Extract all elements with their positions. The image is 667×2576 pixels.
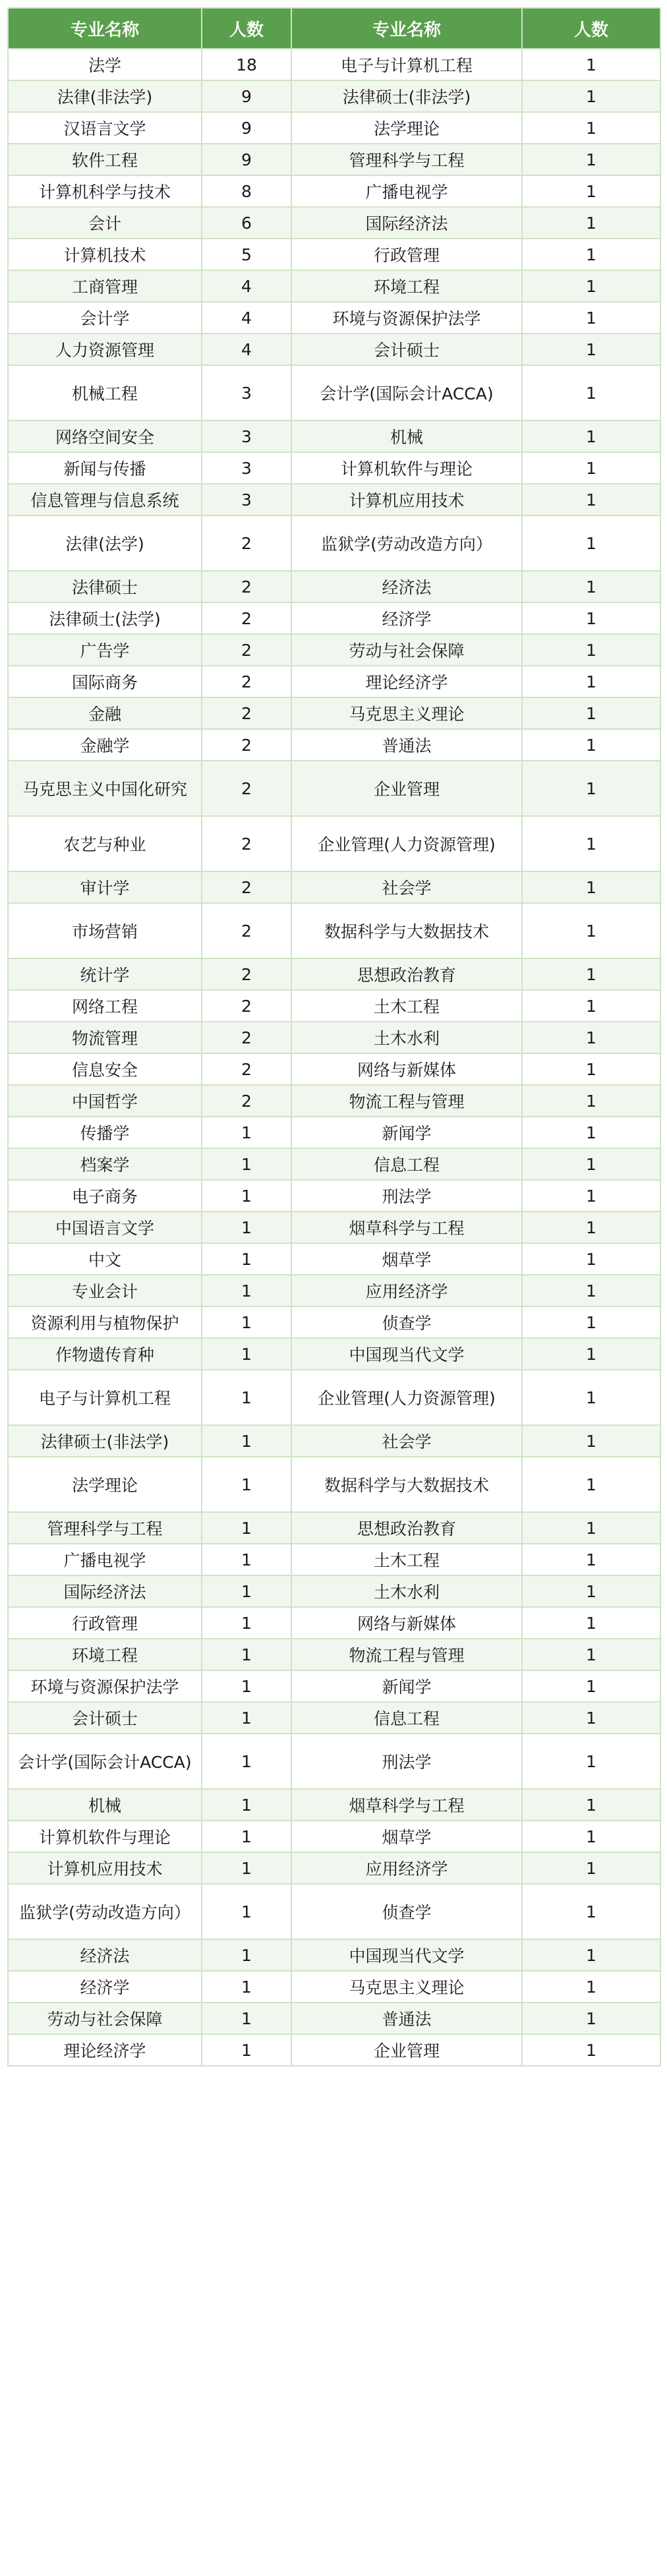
- major-name-left: 中文: [8, 1243, 202, 1275]
- count-left: 1: [202, 1212, 291, 1243]
- count-left: 2: [202, 958, 291, 990]
- table-row: [8, 1607, 660, 1639]
- count-right: 1: [522, 571, 660, 602]
- count-right: 1: [522, 1575, 660, 1607]
- count-right: 1: [522, 1821, 660, 1852]
- table-row: [8, 1457, 660, 1512]
- major-name-left: 广告学: [8, 634, 202, 666]
- count-left: 1: [202, 1117, 291, 1148]
- major-name-left: 会计学(国际会计ACCA): [8, 1734, 202, 1789]
- count-left: 3: [202, 484, 291, 515]
- count-left: 1: [202, 1607, 291, 1639]
- major-name-right: 中国现当代文学: [291, 1939, 522, 1971]
- count-left: 2: [202, 634, 291, 666]
- count-left: 3: [202, 365, 291, 421]
- count-left: 1: [202, 1243, 291, 1275]
- table-row: [8, 1939, 660, 1971]
- count-left: 1: [202, 1971, 291, 2003]
- major-name-left: 农艺与种业: [8, 816, 202, 871]
- table-row: [8, 903, 660, 958]
- major-name-left: 新闻与传播: [8, 452, 202, 484]
- table-row: [8, 2034, 660, 2066]
- major-name-left: 法律(非法学): [8, 80, 202, 112]
- major-name-left: 金融: [8, 697, 202, 729]
- count-right: 1: [522, 49, 660, 80]
- table-row: [8, 1639, 660, 1670]
- major-name-right: 土木工程: [291, 990, 522, 1022]
- table-row: [8, 1425, 660, 1457]
- count-right: 1: [522, 816, 660, 871]
- major-name-left: 网络空间安全: [8, 421, 202, 452]
- major-name-left: 经济学: [8, 1971, 202, 2003]
- major-name-right: 新闻学: [291, 1117, 522, 1148]
- count-right: 1: [522, 1338, 660, 1370]
- major-name-right: 数据科学与大数据技术: [291, 1457, 522, 1512]
- count-right: 1: [522, 1852, 660, 1884]
- count-right: 1: [522, 2003, 660, 2034]
- count-left: 2: [202, 903, 291, 958]
- count-right: 1: [522, 903, 660, 958]
- count-left: 2: [202, 816, 291, 871]
- major-name-left: 经济法: [8, 1939, 202, 1971]
- count-left: 4: [202, 270, 291, 302]
- major-name-left: 传播学: [8, 1117, 202, 1148]
- table-row: [8, 207, 660, 239]
- table-row: [8, 1575, 660, 1607]
- table-row: [8, 1884, 660, 1939]
- major-name-right: 法律硕士(非法学): [291, 80, 522, 112]
- count-left: 18: [202, 49, 291, 80]
- major-name-right: 应用经济学: [291, 1852, 522, 1884]
- major-name-left: 法学: [8, 49, 202, 80]
- count-left: 2: [202, 515, 291, 571]
- major-name-left: 马克思主义中国化研究: [8, 761, 202, 816]
- major-name-left: 中国语言文学: [8, 1212, 202, 1243]
- count-right: 1: [522, 2034, 660, 2066]
- major-name-right: 计算机应用技术: [291, 484, 522, 515]
- count-left: 1: [202, 1702, 291, 1734]
- count-left: 3: [202, 452, 291, 484]
- table-row: [8, 80, 660, 112]
- major-name-right: 会计学(国际会计ACCA): [291, 365, 522, 421]
- major-name-right: 机械: [291, 421, 522, 452]
- major-name-left: 资源利用与植物保护: [8, 1306, 202, 1338]
- count-right: 1: [522, 1884, 660, 1939]
- count-right: 1: [522, 1939, 660, 1971]
- table-row: [8, 270, 660, 302]
- major-name-right: 烟草学: [291, 1243, 522, 1275]
- count-right: 1: [522, 1971, 660, 2003]
- table-row: [8, 302, 660, 334]
- major-name-right: 应用经济学: [291, 1275, 522, 1306]
- major-name-right: 环境工程: [291, 270, 522, 302]
- major-name-right: 烟草科学与工程: [291, 1212, 522, 1243]
- table-row: [8, 1971, 660, 2003]
- count-left: 4: [202, 302, 291, 334]
- major-name-right: 土木水利: [291, 1575, 522, 1607]
- major-name-left: 中国哲学: [8, 1085, 202, 1117]
- major-name-right: 马克思主义理论: [291, 697, 522, 729]
- major-name-right: 经济学: [291, 602, 522, 634]
- table-row: [8, 144, 660, 175]
- major-name-right: 思想政治教育: [291, 958, 522, 990]
- major-name-right: 社会学: [291, 871, 522, 903]
- major-name-right: 社会学: [291, 1425, 522, 1457]
- count-left: 1: [202, 1370, 291, 1425]
- count-right: 1: [522, 175, 660, 207]
- major-name-left: 作物遗传育种: [8, 1338, 202, 1370]
- count-right: 1: [522, 1425, 660, 1457]
- count-right: 1: [522, 729, 660, 761]
- count-right: 1: [522, 1702, 660, 1734]
- count-left: 1: [202, 1180, 291, 1212]
- header-count-right: 人数: [522, 8, 660, 49]
- major-name-left: 计算机科学与技术: [8, 175, 202, 207]
- major-name-left: 理论经济学: [8, 2034, 202, 2066]
- major-name-left: 电子商务: [8, 1180, 202, 1212]
- table-row: [8, 1148, 660, 1180]
- major-name-right: 侦查学: [291, 1884, 522, 1939]
- major-name-right: 管理科学与工程: [291, 144, 522, 175]
- count-right: 1: [522, 602, 660, 634]
- count-left: 1: [202, 1670, 291, 1702]
- table-row: [8, 484, 660, 515]
- table-row: [8, 1338, 660, 1370]
- count-right: 1: [522, 1053, 660, 1085]
- major-name-left: 劳动与社会保障: [8, 2003, 202, 2034]
- major-name-right: 烟草科学与工程: [291, 1789, 522, 1821]
- major-name-right: 企业管理: [291, 2034, 522, 2066]
- count-left: 2: [202, 602, 291, 634]
- count-right: 1: [522, 871, 660, 903]
- count-left: 1: [202, 1544, 291, 1575]
- count-right: 1: [522, 761, 660, 816]
- count-right: 1: [522, 1734, 660, 1789]
- major-name-right: 企业管理(人力资源管理): [291, 816, 522, 871]
- major-name-left: 信息管理与信息系统: [8, 484, 202, 515]
- major-name-left: 法律硕士(非法学): [8, 1425, 202, 1457]
- major-name-right: 刑法学: [291, 1180, 522, 1212]
- count-right: 1: [522, 1789, 660, 1821]
- major-name-left: 审计学: [8, 871, 202, 903]
- table-row: [8, 1789, 660, 1821]
- count-left: 1: [202, 1821, 291, 1852]
- major-name-right: 物流工程与管理: [291, 1639, 522, 1670]
- major-name-left: 行政管理: [8, 1607, 202, 1639]
- count-right: 1: [522, 1212, 660, 1243]
- count-left: 1: [202, 1575, 291, 1607]
- table-row: [8, 1544, 660, 1575]
- major-name-right: 法学理论: [291, 112, 522, 144]
- count-right: 1: [522, 80, 660, 112]
- table-row: [8, 452, 660, 484]
- count-left: 1: [202, 1306, 291, 1338]
- count-right: 1: [522, 515, 660, 571]
- table-row: [8, 239, 660, 270]
- count-right: 1: [522, 207, 660, 239]
- table-row: [8, 1243, 660, 1275]
- major-name-left: 金融学: [8, 729, 202, 761]
- count-right: 1: [522, 239, 660, 270]
- count-left: 1: [202, 1457, 291, 1512]
- count-right: 1: [522, 1306, 660, 1338]
- table-row: [8, 1117, 660, 1148]
- count-left: 6: [202, 207, 291, 239]
- count-left: 1: [202, 1148, 291, 1180]
- count-left: 1: [202, 1512, 291, 1544]
- table-row: [8, 1670, 660, 1702]
- major-name-left: 网络工程: [8, 990, 202, 1022]
- count-left: 1: [202, 1639, 291, 1670]
- table-row: [8, 634, 660, 666]
- count-right: 1: [522, 1180, 660, 1212]
- count-left: 1: [202, 2003, 291, 2034]
- count-left: 1: [202, 1425, 291, 1457]
- table-row: [8, 602, 660, 634]
- count-left: 1: [202, 2034, 291, 2066]
- count-right: 1: [522, 1117, 660, 1148]
- count-left: 2: [202, 990, 291, 1022]
- table-row: [8, 334, 660, 365]
- table-row: [8, 958, 660, 990]
- major-name-left: 法律(法学): [8, 515, 202, 571]
- major-name-right: 电子与计算机工程: [291, 49, 522, 80]
- count-right: 1: [522, 1275, 660, 1306]
- table-row: [8, 1180, 660, 1212]
- count-left: 1: [202, 1852, 291, 1884]
- major-name-left: 专业会计: [8, 1275, 202, 1306]
- table-row: [8, 421, 660, 452]
- header-major-name-left: 专业名称: [8, 8, 202, 49]
- table-row: [8, 1022, 660, 1053]
- count-left: 2: [202, 1053, 291, 1085]
- major-name-right: 信息工程: [291, 1702, 522, 1734]
- count-right: 1: [522, 1544, 660, 1575]
- major-count-table-wrapper: [7, 7, 660, 2066]
- major-name-right: 计算机软件与理论: [291, 452, 522, 484]
- count-right: 1: [522, 634, 660, 666]
- table-row: [8, 515, 660, 571]
- table-row: [8, 666, 660, 697]
- count-right: 1: [522, 452, 660, 484]
- major-name-left: 机械: [8, 1789, 202, 1821]
- major-name-right: 侦查学: [291, 1306, 522, 1338]
- major-name-left: 环境与资源保护法学: [8, 1670, 202, 1702]
- major-name-right: 经济法: [291, 571, 522, 602]
- count-left: 1: [202, 1939, 291, 1971]
- table-row: [8, 1275, 660, 1306]
- table-row: [8, 871, 660, 903]
- major-name-right: 监狱学(劳动改造方向）: [291, 515, 522, 571]
- major-name-left: 会计: [8, 207, 202, 239]
- count-right: 1: [522, 112, 660, 144]
- count-right: 1: [522, 1370, 660, 1425]
- count-right: 1: [522, 1607, 660, 1639]
- count-right: 1: [522, 697, 660, 729]
- table-row: [8, 729, 660, 761]
- major-name-left: 广播电视学: [8, 1544, 202, 1575]
- major-name-left: 国际商务: [8, 666, 202, 697]
- major-name-right: 环境与资源保护法学: [291, 302, 522, 334]
- table-row: [8, 697, 660, 729]
- count-right: 1: [522, 1148, 660, 1180]
- count-left: 8: [202, 175, 291, 207]
- table-body: [8, 49, 660, 2066]
- count-right: 1: [522, 1243, 660, 1275]
- major-name-left: 档案学: [8, 1148, 202, 1180]
- count-right: 1: [522, 484, 660, 515]
- table-header-row: [8, 8, 660, 49]
- count-left: 2: [202, 761, 291, 816]
- major-name-right: 新闻学: [291, 1670, 522, 1702]
- table-row: [8, 571, 660, 602]
- major-name-right: 思想政治教育: [291, 1512, 522, 1544]
- major-name-left: 法学理论: [8, 1457, 202, 1512]
- major-name-right: 中国现当代文学: [291, 1338, 522, 1370]
- table-row: [8, 761, 660, 816]
- major-name-right: 数据科学与大数据技术: [291, 903, 522, 958]
- major-name-left: 会计硕士: [8, 1702, 202, 1734]
- major-name-right: 土木水利: [291, 1022, 522, 1053]
- count-left: 4: [202, 334, 291, 365]
- major-name-right: 会计硕士: [291, 334, 522, 365]
- major-name-left: 工商管理: [8, 270, 202, 302]
- major-name-right: 行政管理: [291, 239, 522, 270]
- major-name-left: 监狱学(劳动改造方向）: [8, 1884, 202, 1939]
- major-name-right: 企业管理(人力资源管理): [291, 1370, 522, 1425]
- count-right: 1: [522, 666, 660, 697]
- count-right: 1: [522, 421, 660, 452]
- major-name-left: 信息安全: [8, 1053, 202, 1085]
- table-row: [8, 1821, 660, 1852]
- major-name-left: 物流管理: [8, 1022, 202, 1053]
- major-name-right: 马克思主义理论: [291, 1971, 522, 2003]
- table-row: [8, 1702, 660, 1734]
- count-left: 1: [202, 1789, 291, 1821]
- table-row: [8, 816, 660, 871]
- count-right: 1: [522, 1512, 660, 1544]
- count-left: 9: [202, 112, 291, 144]
- major-name-left: 会计学: [8, 302, 202, 334]
- major-name-left: 软件工程: [8, 144, 202, 175]
- table-row: [8, 1734, 660, 1789]
- major-name-right: 国际经济法: [291, 207, 522, 239]
- table-row: [8, 1852, 660, 1884]
- count-left: 9: [202, 80, 291, 112]
- table-row: [8, 1053, 660, 1085]
- count-right: 1: [522, 334, 660, 365]
- major-name-left: 汉语言文学: [8, 112, 202, 144]
- table-row: [8, 2003, 660, 2034]
- count-left: 2: [202, 871, 291, 903]
- table-row: [8, 1085, 660, 1117]
- major-name-left: 计算机技术: [8, 239, 202, 270]
- count-right: 1: [522, 302, 660, 334]
- count-left: 3: [202, 421, 291, 452]
- major-name-right: 土木工程: [291, 1544, 522, 1575]
- table-row: [8, 1370, 660, 1425]
- count-left: 2: [202, 1085, 291, 1117]
- header-count-left: 人数: [202, 8, 291, 49]
- count-right: 1: [522, 1670, 660, 1702]
- major-name-left: 市场营销: [8, 903, 202, 958]
- table-row: [8, 49, 660, 80]
- major-name-right: 烟草学: [291, 1821, 522, 1852]
- count-left: 2: [202, 571, 291, 602]
- count-left: 2: [202, 666, 291, 697]
- count-left: 1: [202, 1275, 291, 1306]
- count-left: 2: [202, 1022, 291, 1053]
- table-row: [8, 990, 660, 1022]
- major-name-left: 机械工程: [8, 365, 202, 421]
- count-right: 1: [522, 365, 660, 421]
- major-name-left: 计算机应用技术: [8, 1852, 202, 1884]
- major-name-left: 统计学: [8, 958, 202, 990]
- major-name-left: 国际经济法: [8, 1575, 202, 1607]
- count-right: 1: [522, 1085, 660, 1117]
- count-right: 1: [522, 1457, 660, 1512]
- table-row: [8, 365, 660, 421]
- major-name-right: 信息工程: [291, 1148, 522, 1180]
- major-name-right: 普通法: [291, 2003, 522, 2034]
- major-name-right: 物流工程与管理: [291, 1085, 522, 1117]
- major-name-right: 广播电视学: [291, 175, 522, 207]
- major-name-right: 理论经济学: [291, 666, 522, 697]
- count-left: 1: [202, 1884, 291, 1939]
- major-name-left: 管理科学与工程: [8, 1512, 202, 1544]
- major-name-right: 普通法: [291, 729, 522, 761]
- table-row: [8, 175, 660, 207]
- count-right: 1: [522, 270, 660, 302]
- major-name-right: 刑法学: [291, 1734, 522, 1789]
- count-right: 1: [522, 1022, 660, 1053]
- table-row: [8, 1212, 660, 1243]
- major-name-right: 企业管理: [291, 761, 522, 816]
- count-right: 1: [522, 1639, 660, 1670]
- major-name-right: 网络与新媒体: [291, 1607, 522, 1639]
- major-count-table: [7, 7, 661, 2066]
- major-name-left: 法律硕士: [8, 571, 202, 602]
- major-name-left: 环境工程: [8, 1639, 202, 1670]
- count-left: 2: [202, 729, 291, 761]
- count-left: 9: [202, 144, 291, 175]
- header-major-name-right: 专业名称: [291, 8, 522, 49]
- count-right: 1: [522, 144, 660, 175]
- table-row: [8, 1512, 660, 1544]
- major-name-right: 网络与新媒体: [291, 1053, 522, 1085]
- count-left: 5: [202, 239, 291, 270]
- major-name-right: 劳动与社会保障: [291, 634, 522, 666]
- count-left: 1: [202, 1338, 291, 1370]
- table-row: [8, 112, 660, 144]
- table-row: [8, 1306, 660, 1338]
- count-left: 1: [202, 1734, 291, 1789]
- count-left: 2: [202, 697, 291, 729]
- count-right: 1: [522, 958, 660, 990]
- major-name-left: 电子与计算机工程: [8, 1370, 202, 1425]
- major-name-left: 计算机软件与理论: [8, 1821, 202, 1852]
- major-name-left: 法律硕士(法学): [8, 602, 202, 634]
- major-name-left: 人力资源管理: [8, 334, 202, 365]
- count-right: 1: [522, 990, 660, 1022]
